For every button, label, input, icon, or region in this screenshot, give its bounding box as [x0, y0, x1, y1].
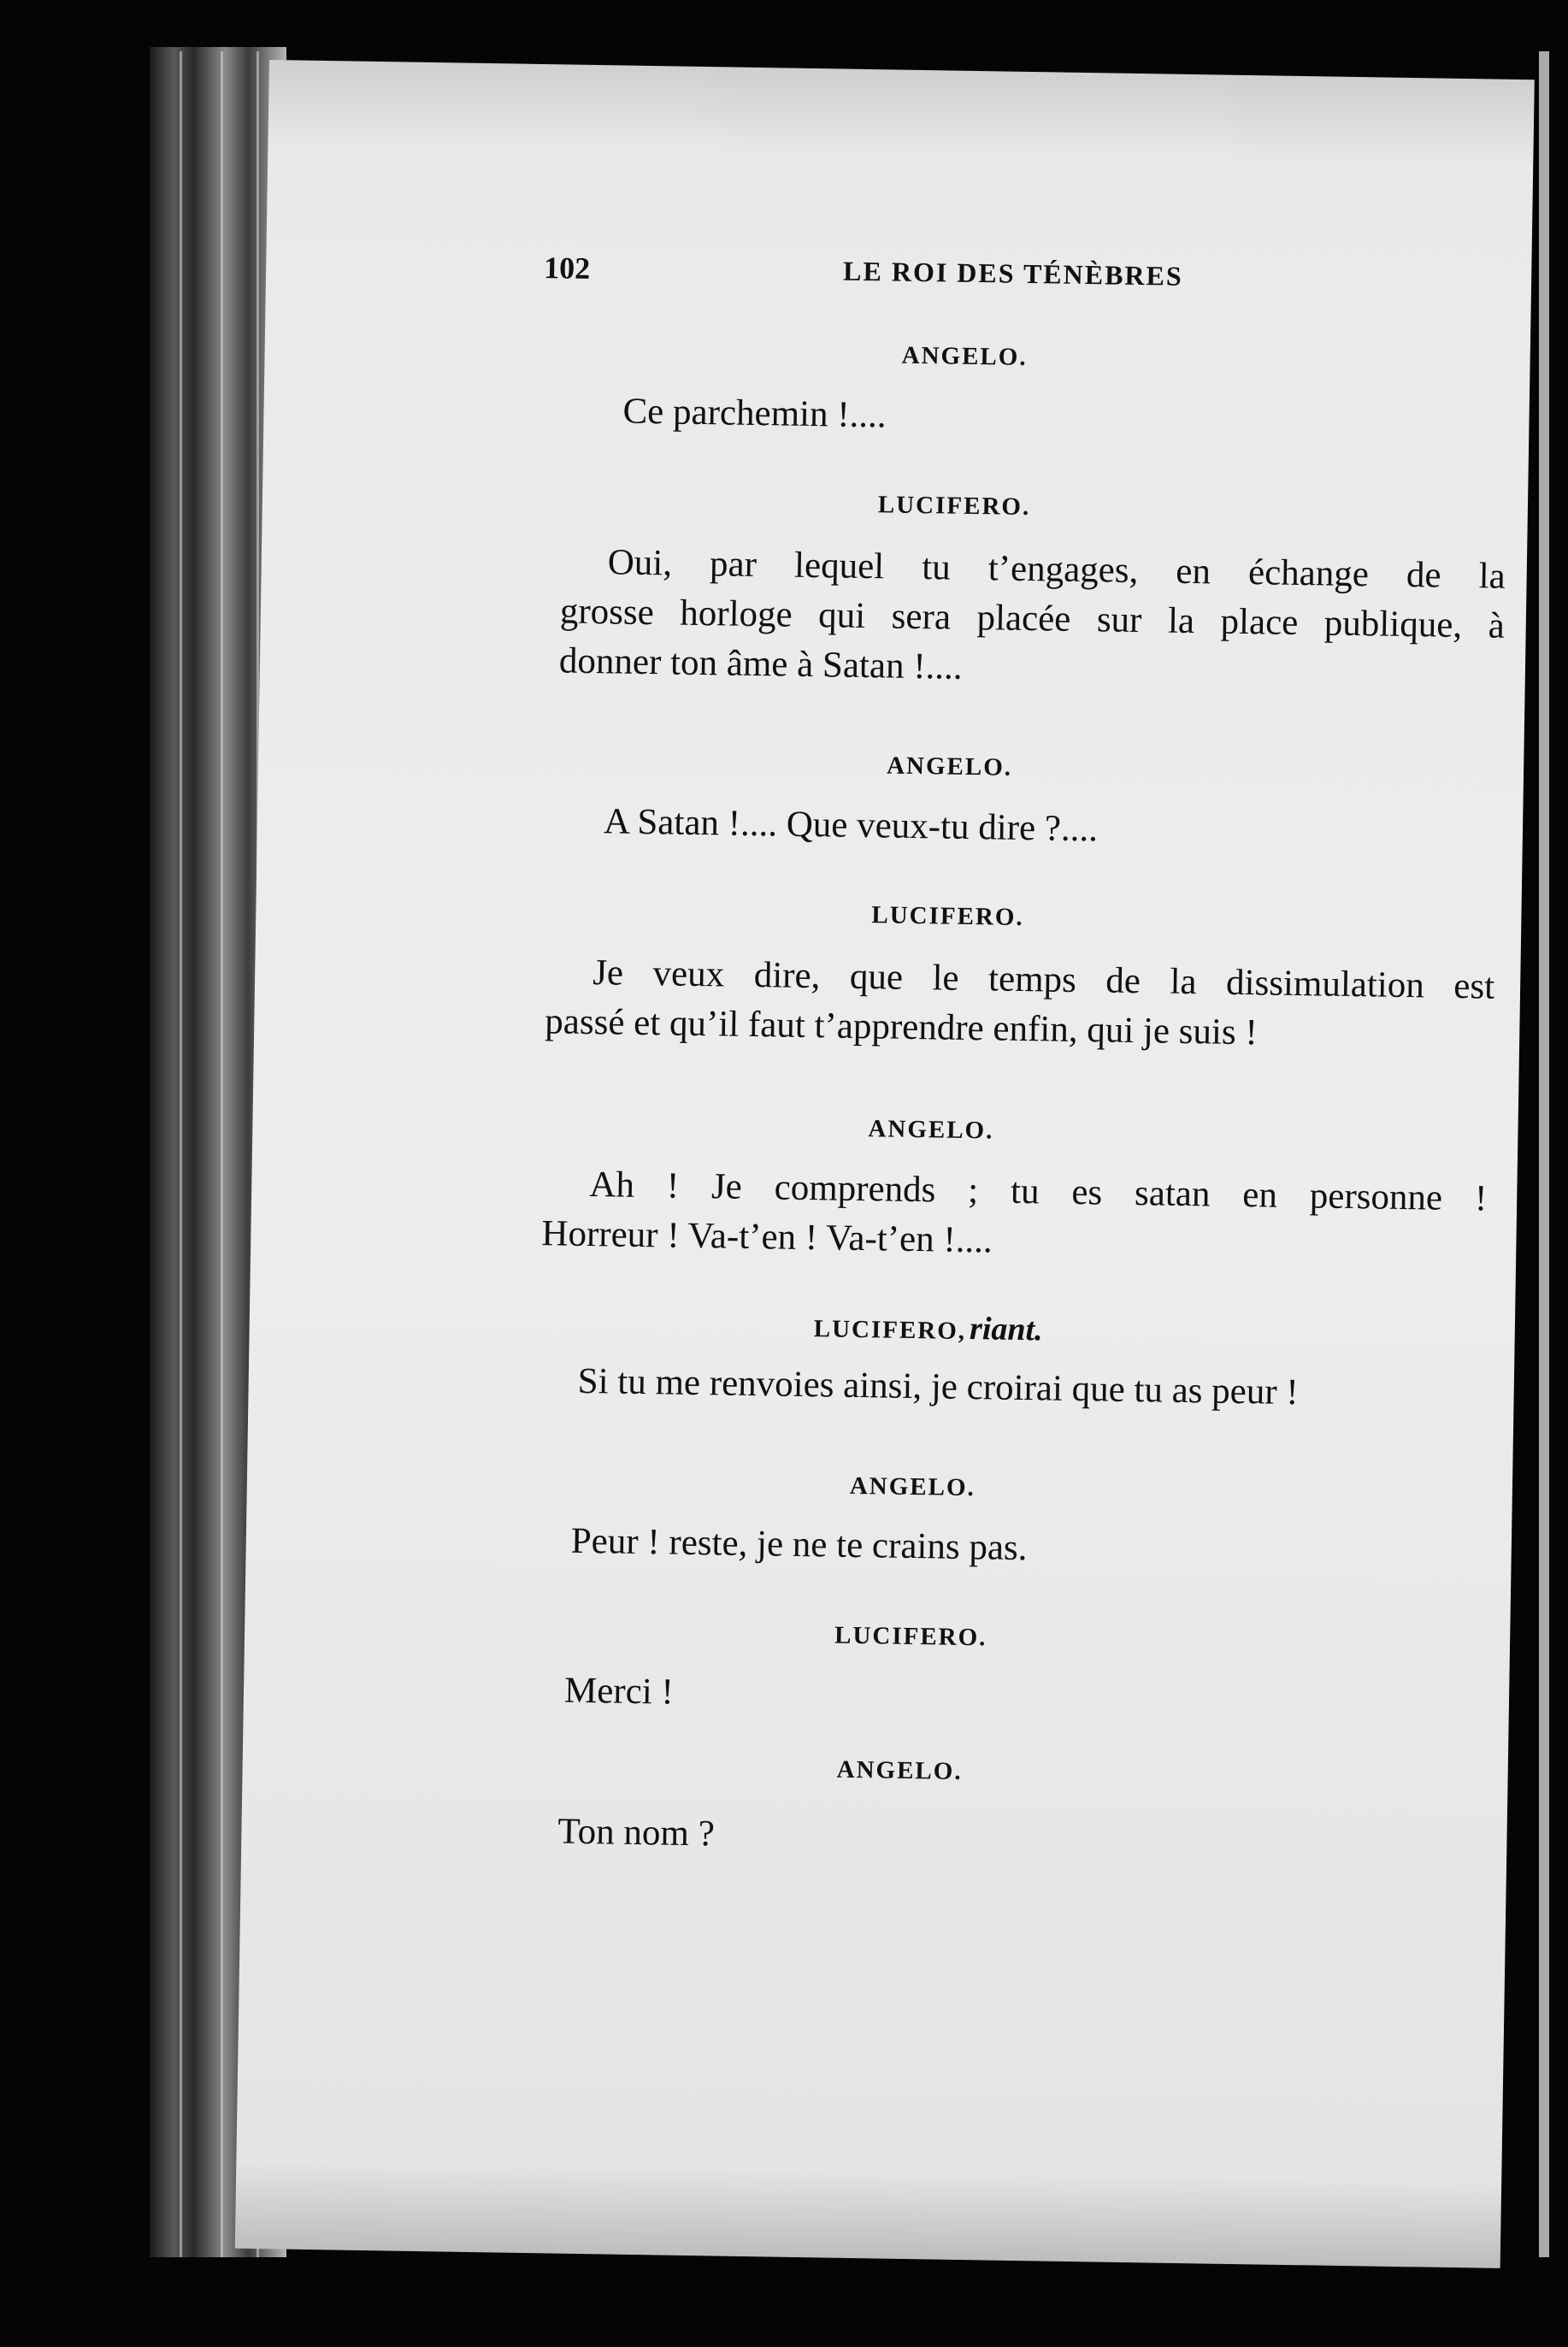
speaker-name: LUCIFERO, — [813, 1315, 967, 1345]
speaker-name: LUCIFERO. — [871, 901, 1024, 931]
binding-edge-line — [221, 51, 223, 2257]
dialogue-line: Peur ! reste, je ne te crains pas. — [570, 1520, 1028, 1569]
speaker-heading — [814, 1310, 1043, 1346]
dialogue-line: Ton nom ? — [557, 1811, 716, 1855]
page-number: 102 — [543, 251, 591, 286]
dialogue-line: Oui, par lequel tu t’engages, en échange de la — [607, 542, 1506, 597]
speaker-name: ANGELO. — [868, 1115, 994, 1145]
speaker-name: LUCIFERO. — [834, 1621, 987, 1652]
dialogue-line: Merci ! — [563, 1670, 675, 1713]
speaker-name: ANGELO. — [849, 1471, 976, 1502]
dialogue-line: Si tu me renvoies ainsi, je croirai que tu as peur ! — [577, 1360, 1300, 1413]
dialogue-line: Ah ! Je comprends ; tu es satan en personne ! — [589, 1165, 1488, 1219]
dialogue-line: Ce parchemin !.... — [622, 391, 887, 436]
dialogue-line: donner ton âme à Satan !.... — [558, 640, 963, 687]
speaker-name: ANGELO. — [901, 341, 1028, 371]
page-sheet — [235, 60, 1535, 2268]
dialogue-line: Horreur ! Va-t’en ! Va-t’en !.... — [541, 1213, 993, 1261]
running-title: LE ROI DES TÉNÈBRES — [842, 255, 1183, 292]
speaker-name: ANGELO. — [886, 752, 1013, 781]
speaker-name: LUCIFERO. — [877, 491, 1031, 522]
speaker-name: ANGELO. — [836, 1755, 963, 1785]
page-right-edge — [1539, 51, 1549, 2257]
binding-edge-line — [180, 51, 182, 2257]
dialogue-line: grosse horloge qui sera placée sur la place publique, à — [559, 591, 1506, 646]
dialogue-line: passé et qu’il faut t’apprendre enfin, qui je suis ! — [545, 1001, 1259, 1053]
stage-direction: riant. — [969, 1311, 1043, 1348]
dialogue-line: A Satan !.... Que veux-tu dire ?.... — [603, 801, 1099, 850]
dialogue-line: Je veux dire, que le temps de la dissimulation est — [592, 952, 1495, 1007]
